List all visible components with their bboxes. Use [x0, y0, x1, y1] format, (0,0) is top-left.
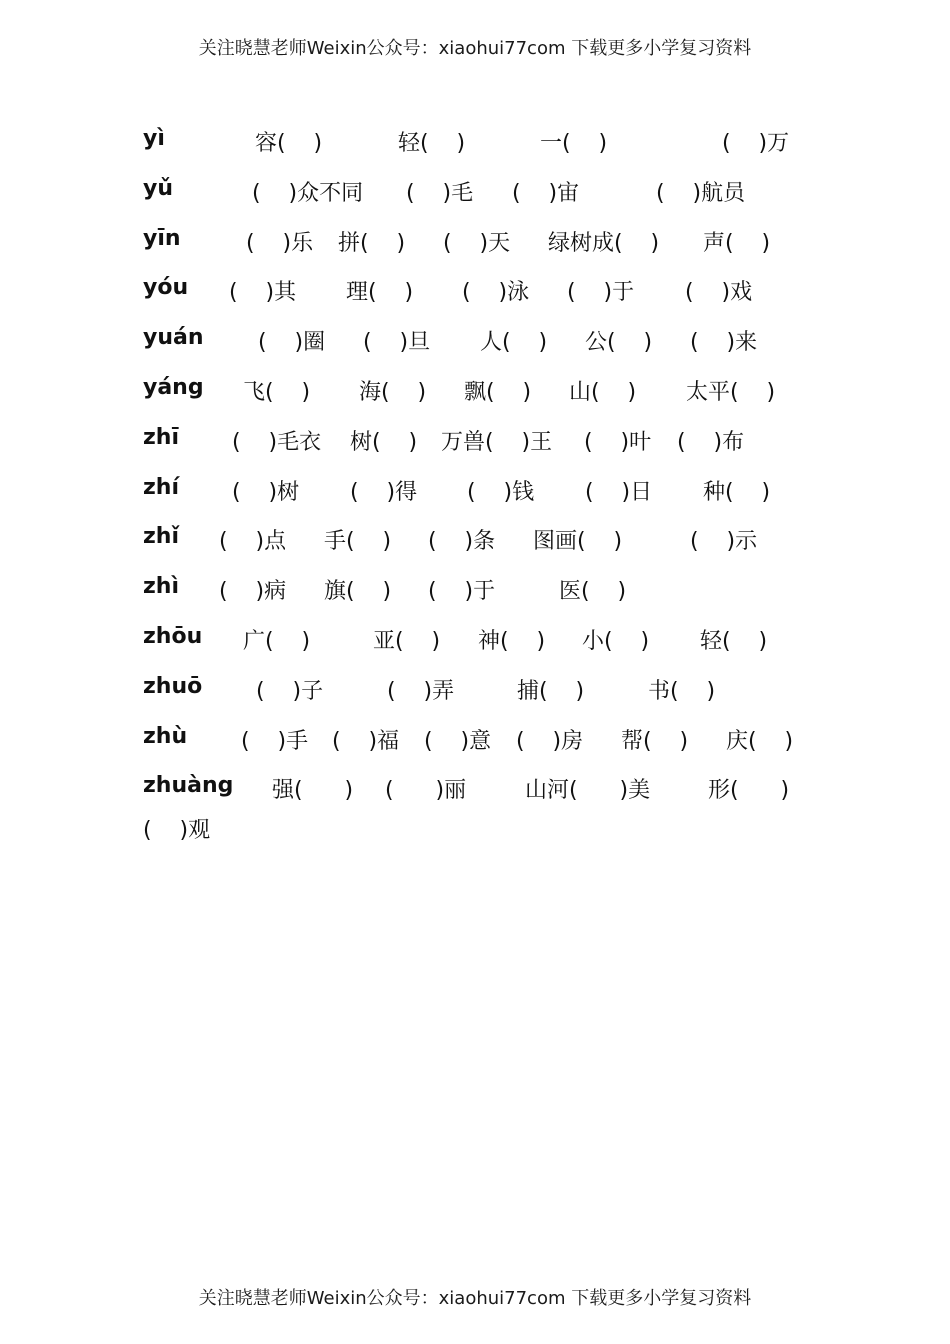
- worksheet-row-yuan: [0, 315, 950, 365]
- pinyin-label: yǔ: [143, 175, 174, 201]
- page-header: 关注晓慧老师Weixin公众号：xiaohui77com 下载更多小学复习资料: [198, 38, 752, 59]
- fill-blank-item: 容( ): [255, 131, 323, 156]
- fill-blank-item: ( )航员: [656, 180, 746, 206]
- fill-blank-item: 声( ): [703, 230, 771, 256]
- fill-blank-item: 神( ): [478, 628, 546, 654]
- worksheet-row-yi: [0, 116, 950, 166]
- fill-blank-item: 绿树成( ): [548, 230, 660, 256]
- fill-blank-item: 医( ): [559, 579, 627, 605]
- fill-blank-item: ( )叶: [584, 429, 652, 455]
- fill-blank-item: ( )条: [428, 529, 496, 555]
- fill-blank-item: 太平( ): [686, 379, 776, 405]
- fill-blank-item: ( )于: [567, 280, 635, 306]
- fill-blank-item: ( )宙: [512, 180, 580, 206]
- fill-blank-item: ( )日: [585, 479, 653, 505]
- worksheet-row-zhuang: [0, 763, 950, 813]
- fill-blank-item: ( )天: [443, 230, 511, 256]
- fill-blank-item: 旗( ): [324, 579, 392, 605]
- fill-blank-item: 飞( ): [243, 379, 311, 405]
- fill-blank-item: ( )房: [516, 728, 584, 754]
- fill-blank-item: ( )布: [677, 429, 745, 455]
- pinyin-label: yīn: [143, 225, 181, 251]
- fill-blank-item: ( )万: [722, 131, 790, 156]
- fill-blank-item: ( )毛: [406, 180, 474, 206]
- fill-blank-item: ( )众不同: [252, 180, 364, 206]
- worksheet-row-you: [0, 265, 950, 315]
- fill-blank-item: ( )圈: [258, 330, 326, 356]
- pinyin-label: zhuàng: [143, 773, 234, 799]
- fill-blank-item: ( )意: [424, 728, 492, 754]
- worksheet-row-yin: [0, 216, 950, 266]
- fill-blank-item: ( )旦: [363, 330, 431, 356]
- fill-blank-item: 庆( ): [726, 728, 794, 754]
- fill-blank-item: 手( ): [324, 529, 392, 555]
- fill-blank-item: 飘( ): [464, 379, 532, 405]
- fill-blank-item: 人( ): [480, 330, 548, 356]
- pinyin-label: zhì: [143, 574, 180, 600]
- fill-blank-item: 一( ): [540, 131, 608, 156]
- fill-blank-item: ( )钱: [467, 479, 535, 505]
- pinyin-label: zhí: [143, 474, 180, 500]
- fill-blank-item: ( )乐: [246, 230, 314, 256]
- fill-blank-item: 亚( ): [373, 628, 441, 654]
- fill-blank-item: ( )戏: [685, 280, 753, 306]
- fill-blank-item: 捕( ): [517, 678, 585, 704]
- fill-blank-item: 帮( ): [621, 728, 689, 754]
- pinyin-label: zhù: [143, 723, 188, 749]
- worksheet-row-zhi1: [0, 415, 950, 465]
- fill-blank-item: 书( ): [648, 678, 716, 704]
- fill-blank-item: 强( ): [272, 778, 354, 804]
- fill-blank-item: ( )弄: [387, 678, 455, 704]
- fill-blank-item: ( )得: [350, 479, 418, 505]
- pinyin-label: zhuō: [143, 673, 203, 699]
- fill-blank-item: 轻( ): [700, 628, 768, 654]
- fill-blank-item: ( )来: [690, 330, 758, 356]
- worksheet-row-continuation: [0, 813, 950, 863]
- fill-blank-item: ( )点: [219, 529, 287, 555]
- fill-blank-item: 树( ): [350, 429, 418, 455]
- fill-blank-item: ( )病: [219, 579, 287, 605]
- pinyin-label: yuán: [143, 325, 204, 351]
- worksheet-row-zhi2: [0, 465, 950, 515]
- worksheet-row-yu: [0, 166, 950, 216]
- pinyin-label: zhī: [143, 424, 180, 450]
- fill-blank-item: ( )于: [428, 579, 496, 605]
- pinyin-label: yì: [143, 126, 165, 151]
- fill-blank-item: ( )示: [690, 529, 758, 555]
- pinyin-label: zhōu: [143, 623, 203, 649]
- worksheet-row-zhi3: [0, 514, 950, 564]
- worksheet-row-zhi4: [0, 564, 950, 614]
- fill-blank-item: ( )子: [256, 678, 324, 704]
- worksheet-row-zhuo: [0, 664, 950, 714]
- fill-blank-item: 形( ): [708, 778, 790, 804]
- fill-blank-item: 海( ): [359, 379, 427, 405]
- fill-blank-item: 种( ): [703, 479, 771, 505]
- fill-blank-item: ( )丽: [385, 778, 467, 804]
- pinyin-label: yóu: [143, 275, 189, 301]
- fill-blank-item: 山河( )美: [525, 778, 651, 804]
- fill-blank-item: ( )其: [229, 280, 297, 306]
- pinyin-label: zhǐ: [143, 524, 180, 550]
- fill-blank-item: 广( ): [243, 628, 311, 654]
- fill-blank-item: 理( ): [346, 280, 414, 306]
- worksheet-row-zhou: [0, 614, 950, 664]
- fill-blank-item: ( )泳: [462, 280, 530, 306]
- fill-blank-item: 轻( ): [398, 131, 466, 156]
- fill-blank-item: ( )观: [143, 818, 211, 844]
- fill-blank-item: 万兽( )王: [441, 429, 553, 455]
- fill-blank-item: ( )毛衣: [232, 429, 322, 455]
- worksheet-row-zhu: [0, 714, 950, 764]
- page-footer: 关注晓慧老师Weixin公众号：xiaohui77com 下载更多小学复习资料: [198, 1288, 752, 1309]
- fill-blank-item: 拼( ): [338, 230, 406, 256]
- fill-blank-item: 公( ): [585, 330, 653, 356]
- worksheet-row-yang: [0, 365, 950, 415]
- fill-blank-item: ( )手: [241, 728, 309, 754]
- fill-blank-item: ( )树: [232, 479, 300, 505]
- fill-blank-item: 山( ): [569, 379, 637, 405]
- fill-blank-item: 图画( ): [533, 529, 623, 555]
- pinyin-worksheet: [0, 116, 950, 863]
- fill-blank-item: ( )福: [332, 728, 400, 754]
- pinyin-label: yáng: [143, 374, 204, 400]
- fill-blank-item: 小( ): [582, 628, 650, 654]
